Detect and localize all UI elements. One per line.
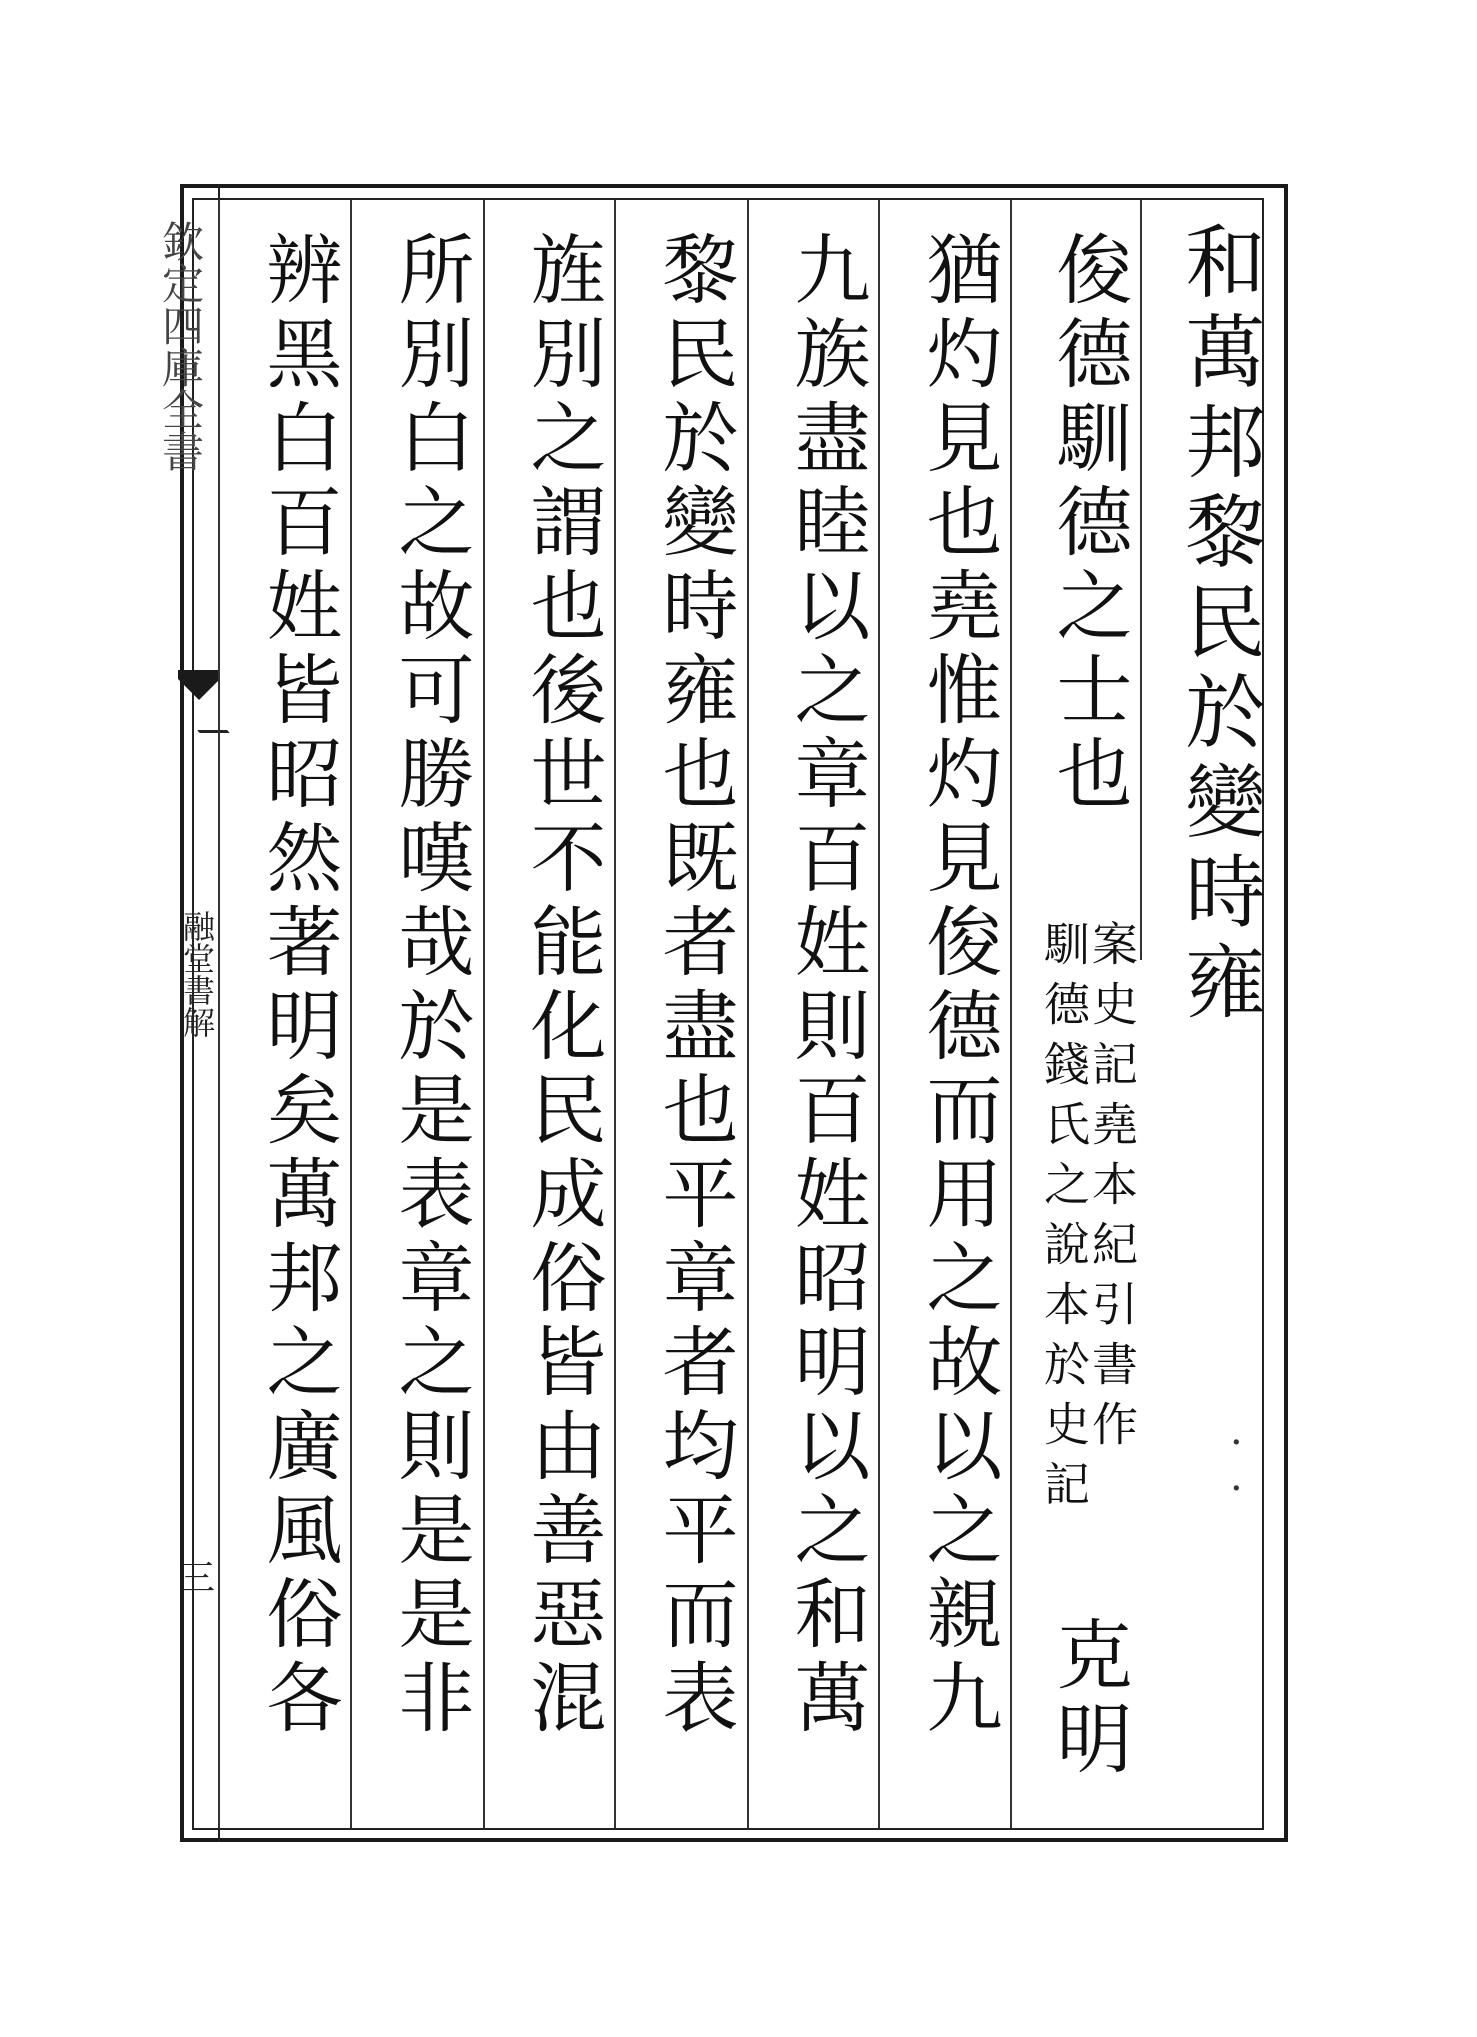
- text-column-7: 所別白之故可勝嘆哉於是表章之則是是非: [386, 230, 475, 1742]
- fore-edge-header: 欽定四庫全書: [156, 220, 205, 472]
- annotation-left: 馴德錢氏之說本於史記: [1037, 920, 1091, 1520]
- text-column-2-tail: 克明: [1044, 1615, 1133, 1783]
- text-column-2: 俊德馴德之士也: [1044, 230, 1133, 818]
- annotation-block: [1037, 920, 1139, 1620]
- column-rule: [1010, 200, 1012, 1828]
- column-rule: [747, 200, 749, 1828]
- column-rule: [350, 200, 352, 1828]
- column-rule: [878, 200, 880, 1828]
- text-column-4: 九族盡睦以之章百姓則百姓昭明以之和萬: [782, 230, 871, 1742]
- text-column-1: 和萬邦黎民於變時雍: [1172, 220, 1265, 1030]
- column-rule: [483, 200, 485, 1828]
- text-column-6: 旌別之謂也後世不能化民成俗皆由善惡混: [518, 230, 607, 1742]
- ink-specks: · ·: [1230, 1420, 1243, 1512]
- page-number: 三: [178, 1558, 215, 1599]
- annotation-right: 案史記堯本紀引書作: [1085, 920, 1139, 1460]
- column-rule: [1140, 200, 1142, 960]
- book-title: 融堂書解: [178, 910, 216, 1038]
- text-column-5: 黎民於變時雍也既者盡也平章者均平而表: [650, 230, 739, 1742]
- column-rule: [614, 200, 616, 1828]
- column-rule: [218, 200, 220, 1828]
- text-column-3: 猶灼見也堯惟灼見俊德而用之故以之親九: [914, 230, 1003, 1742]
- text-column-8: 辨黑白百姓皆昭然著明矣萬邦之廣風俗各: [254, 230, 343, 1742]
